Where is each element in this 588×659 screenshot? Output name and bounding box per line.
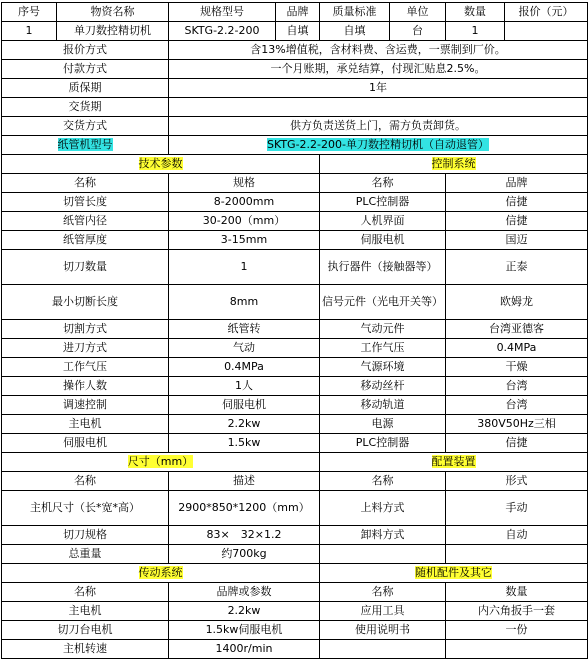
tech-col: [2, 174, 169, 193]
tech-cell: [320, 212, 446, 231]
item-cell: [505, 22, 588, 41]
size-cell: [446, 526, 588, 545]
drive-cell-text: 内六角扳手一套: [478, 604, 555, 617]
tech-col-text: 品牌: [505, 176, 528, 189]
term-label: [2, 79, 169, 98]
tech-col: [446, 174, 588, 193]
tech-col-text: 名称: [371, 176, 394, 189]
tech-right-title-text: 控制系统: [431, 157, 476, 170]
size-cell: [2, 491, 169, 526]
tech-cell: [446, 396, 588, 415]
size-left-title: [2, 453, 320, 472]
size-cell-text: 自动: [505, 528, 528, 541]
term-label: [2, 60, 169, 79]
tech-cell-text: 工作气压: [63, 360, 107, 373]
tech-cell-text: 3-15mm: [220, 233, 268, 246]
tech-cell: [446, 193, 588, 212]
tech-cell-text: 伺服电机: [222, 398, 266, 411]
size-cell: [320, 526, 446, 545]
tech-cell-text: 纸管转: [227, 322, 261, 335]
item-cell-text: 1: [471, 24, 479, 37]
item-cell-text: 1: [25, 24, 33, 37]
size-col-text: 名称: [74, 474, 96, 487]
size-cell: [169, 526, 320, 545]
tech-cell: [2, 193, 169, 212]
tech-cell-text: 正泰: [505, 260, 528, 273]
item-cell-text: 台: [412, 24, 423, 37]
tech-col-text: 名称: [74, 176, 96, 189]
tech-cell: [169, 377, 320, 396]
tech-cell-text: PLC控制器: [355, 436, 410, 449]
term-label: [2, 117, 169, 136]
tech-cell-text: 切管长度: [63, 195, 107, 208]
tech-cell-text: 国迈: [505, 233, 528, 246]
tech-cell-text: 1人: [235, 379, 253, 392]
tech-right-title: [320, 155, 588, 174]
tech-cell: [446, 285, 588, 320]
header-cell: [446, 3, 505, 22]
tech-cell: [169, 320, 320, 339]
drive-col: [320, 583, 446, 602]
tech-cell-text: 伺服电机: [63, 436, 107, 449]
term-label: [2, 98, 169, 117]
tech-cell: [446, 320, 588, 339]
term-value-text: 供方负责送货上门，需方负责卸货。: [290, 119, 466, 132]
term-label-text: 质保期: [68, 81, 102, 94]
header-cell-text: 报价（元）: [518, 5, 574, 18]
size-cell: [320, 545, 446, 564]
drive-cell: [169, 602, 320, 621]
tech-cell-text: 信号元件（光电开关等）: [322, 295, 443, 308]
header-cell-text: 单位: [406, 5, 429, 18]
size-cell-text: 2900*850*1200（mm）: [178, 501, 310, 514]
tech-cell: [169, 434, 320, 453]
tech-cell: [446, 377, 588, 396]
drive-cell: [2, 640, 169, 659]
size-cell: [2, 545, 169, 564]
tech-cell-text: 1: [240, 260, 248, 273]
tech-cell-text: 0.4MPa: [224, 360, 264, 373]
size-col-text: 形式: [505, 474, 528, 487]
model-label-text: 纸管机型号: [57, 138, 113, 151]
tech-left-title: [2, 155, 320, 174]
drive-col: [169, 583, 320, 602]
size-cell-text: 主机尺寸（长*宽*高）: [30, 501, 140, 514]
tech-col: [320, 174, 446, 193]
tech-cell-text: 移动丝杆: [360, 379, 405, 392]
header-cell: [276, 3, 320, 22]
drive-cell-text: 主机转速: [63, 642, 107, 655]
tech-cell-text: 干燥: [505, 360, 528, 373]
header-cell-text: 规格型号: [200, 5, 244, 18]
size-col: [446, 472, 588, 491]
drive-col: [2, 583, 169, 602]
tech-cell: [169, 415, 320, 434]
size-right-title-text: 配置装置: [431, 455, 476, 468]
tech-cell: [320, 415, 446, 434]
term-value: [169, 79, 588, 98]
size-col-text: 描述: [233, 474, 255, 487]
size-cell-text: 卸料方式: [360, 528, 405, 541]
tech-cell: [446, 231, 588, 250]
tech-cell: [446, 339, 588, 358]
drive-cell-text: 应用工具: [360, 604, 405, 617]
tech-cell-text: 气源环境: [360, 360, 405, 373]
tech-cell-text: 380V50Hz三相: [477, 417, 556, 430]
tech-cell: [320, 285, 446, 320]
tech-cell: [320, 358, 446, 377]
drive-col-text: 名称: [74, 585, 96, 598]
tech-cell: [169, 285, 320, 320]
header-cell: [320, 3, 390, 22]
tech-cell: [169, 212, 320, 231]
item-cell-text: 单刀数控精切机: [74, 24, 151, 37]
size-col: [169, 472, 320, 491]
tech-cell: [169, 358, 320, 377]
header-cell-text: 物资名称: [90, 5, 135, 18]
tech-cell: [2, 212, 169, 231]
tech-cell: [320, 320, 446, 339]
size-cell-text: 总重量: [68, 547, 102, 560]
drive-cell-text: 切刀台电机: [57, 623, 113, 636]
tech-cell-text: 台湾: [505, 398, 528, 411]
drive-left-title-text: 传动系统: [138, 566, 183, 579]
tech-cell: [2, 434, 169, 453]
tech-cell-text: 进刀方式: [63, 341, 107, 354]
item-cell-text: 自填: [286, 24, 309, 37]
tech-cell-text: 切刀数量: [63, 260, 107, 273]
term-label: [2, 41, 169, 60]
size-cell-text: 切刀规格: [63, 528, 107, 541]
tech-cell: [2, 231, 169, 250]
tech-cell-text: 纸管内径: [63, 214, 107, 227]
item-cell: [169, 22, 276, 41]
term-label-text: 交货方式: [63, 119, 107, 132]
tech-cell: [2, 285, 169, 320]
tech-cell: [446, 250, 588, 285]
drive-col: [446, 583, 588, 602]
item-cell: [390, 22, 446, 41]
tech-cell-text: 2.2kw: [227, 417, 261, 430]
drive-cell-text: 2.2kw: [227, 604, 261, 617]
tech-col: [169, 174, 320, 193]
item-cell-text: SKTG-2.2-200: [184, 24, 260, 37]
drive-col-text: 品牌或参数: [216, 585, 272, 598]
tech-cell-text: 工作气压: [360, 341, 405, 354]
header-cell: [57, 3, 169, 22]
drive-col-text: 名称: [371, 585, 394, 598]
tech-cell: [320, 250, 446, 285]
tech-cell: [169, 231, 320, 250]
size-left-title-text: 尺寸（mm）: [127, 455, 194, 468]
tech-cell: [2, 358, 169, 377]
tech-cell: [320, 377, 446, 396]
size-cell: [446, 491, 588, 526]
term-label-text: 报价方式: [63, 43, 107, 56]
model-label: [2, 136, 169, 155]
tech-cell: [2, 415, 169, 434]
drive-cell-text: 使用说明书: [355, 623, 410, 636]
tech-cell: [320, 231, 446, 250]
tech-cell: [320, 339, 446, 358]
tech-cell: [446, 358, 588, 377]
tech-cell: [2, 396, 169, 415]
tech-cell-text: 操作人数: [63, 379, 107, 392]
term-value: [169, 60, 588, 79]
drive-cell-text: 1400r/min: [215, 642, 273, 655]
header-cell-text: 数量: [464, 5, 486, 18]
model-value-text: SKTG-2.2-200-单刀数控精切机（自动退管）: [267, 138, 489, 151]
item-cell: [57, 22, 169, 41]
tech-cell: [169, 339, 320, 358]
item-cell: [276, 22, 320, 41]
tech-left-title-text: 技术参数: [138, 157, 183, 170]
tech-cell-text: 台湾: [505, 379, 528, 392]
tech-cell-text: 信捷: [505, 214, 528, 227]
size-cell-text: 83× 32×1.2: [206, 528, 282, 541]
size-cell: [2, 526, 169, 545]
size-col: [320, 472, 446, 491]
tech-cell-text: 执行器件（接触器等）: [327, 260, 438, 273]
tech-cell-text: 气动元件: [360, 322, 405, 335]
drive-col-text: 数量: [505, 585, 528, 598]
term-value: [169, 98, 588, 117]
tech-cell: [169, 193, 320, 212]
term-value-text: 含13%增值税，含材料费、含运费，一票制到厂价。: [250, 43, 506, 56]
header-cell: [2, 3, 57, 22]
drive-right-title: [320, 564, 588, 583]
tech-cell-text: 8-2000mm: [213, 195, 275, 208]
size-cell: [169, 545, 320, 564]
header-cell-text: 序号: [18, 5, 40, 18]
tech-cell-text: 台湾亚德客: [489, 322, 544, 335]
tech-cell-text: 信捷: [505, 436, 528, 449]
drive-cell: [446, 602, 588, 621]
term-value: [169, 117, 588, 136]
size-cell-text: 约700kg: [221, 547, 267, 560]
tech-cell: [446, 415, 588, 434]
tech-cell: [320, 434, 446, 453]
term-label-text: 交货期: [68, 100, 102, 113]
tech-cell: [169, 250, 320, 285]
tech-cell-text: 伺服电机: [360, 233, 405, 246]
tech-cell-text: 8mm: [229, 295, 259, 308]
tech-cell-text: 30-200（mm）: [202, 214, 286, 227]
header-cell-text: 品牌: [286, 5, 309, 18]
tech-cell-text: 调速控制: [63, 398, 107, 411]
header-cell: [390, 3, 446, 22]
size-cell: [320, 491, 446, 526]
header-cell: [505, 3, 588, 22]
tech-cell: [169, 396, 320, 415]
term-value: [169, 41, 588, 60]
size-cell: [169, 491, 320, 526]
tech-cell: [2, 339, 169, 358]
tech-cell: [320, 396, 446, 415]
header-cell: [169, 3, 276, 22]
drive-cell-text: 一份: [505, 623, 528, 636]
size-cell-text: 手动: [505, 501, 528, 514]
tech-cell-text: 移动轨道: [360, 398, 405, 411]
drive-cell: [2, 602, 169, 621]
item-cell: [446, 22, 505, 41]
tech-cell: [2, 377, 169, 396]
tech-cell: [446, 434, 588, 453]
tech-cell: [2, 320, 169, 339]
tech-cell-text: PLC控制器: [355, 195, 410, 208]
term-value-text: 1年: [369, 81, 387, 94]
tech-cell-text: 切割方式: [63, 322, 107, 335]
tech-cell-text: 纸管厚度: [63, 233, 107, 246]
drive-cell: [320, 640, 446, 659]
footer-cutoff: [0, 624, 588, 640]
item-cell-text: 自填: [343, 24, 366, 37]
size-cell-text: 上料方式: [360, 501, 405, 514]
quote-table: [1, 2, 588, 659]
tech-cell: [2, 250, 169, 285]
size-right-title: [320, 453, 588, 472]
tech-cell-text: 最小切断长度: [52, 295, 118, 308]
tech-cell-text: 欧姆龙: [500, 295, 533, 308]
tech-cell-text: 人机界面: [360, 214, 405, 227]
drive-cell-text: 主电机: [68, 604, 102, 617]
item-cell: [320, 22, 390, 41]
tech-cell: [446, 212, 588, 231]
drive-cell-text: 1.5kw伺服电机: [205, 623, 283, 636]
drive-cell: [169, 640, 320, 659]
drive-cell: [320, 602, 446, 621]
size-cell: [446, 545, 588, 564]
tech-cell-text: 主电机: [68, 417, 102, 430]
tech-cell-text: 1.5kw: [227, 436, 261, 449]
term-label-text: 付款方式: [63, 62, 107, 75]
drive-left-title: [2, 564, 320, 583]
header-cell-text: 质量标准: [332, 5, 377, 18]
tech-col-text: 规格: [233, 176, 255, 189]
tech-cell-text: 信捷: [505, 195, 528, 208]
drive-right-title-text: 随机配件及其它: [415, 566, 492, 579]
size-col-text: 名称: [371, 474, 394, 487]
item-cell: [2, 22, 57, 41]
tech-cell-text: 电源: [371, 417, 394, 430]
model-value: [169, 136, 588, 155]
drive-cell: [446, 640, 588, 659]
size-col: [2, 472, 169, 491]
tech-cell-text: 气动: [233, 341, 255, 354]
tech-cell: [320, 193, 446, 212]
term-value-text: 一个月账期，承兑结算，付现汇贴息2.5%。: [270, 62, 486, 75]
tech-cell-text: 0.4MPa: [496, 341, 537, 354]
